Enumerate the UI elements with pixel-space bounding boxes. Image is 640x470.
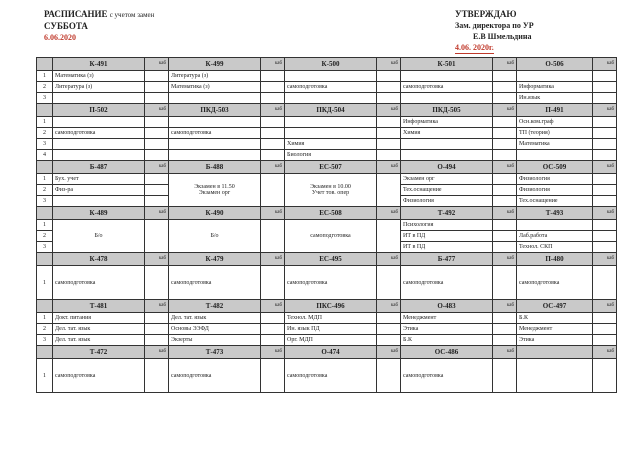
lesson-cell: Тех.оснащение: [517, 196, 593, 207]
cabinet-cell: [145, 128, 169, 139]
approver-name: Е.В Шмельдина: [473, 32, 532, 41]
lesson-cell: Технол. МДП: [285, 313, 377, 324]
cabinet-cell: [377, 313, 401, 324]
group-header-row: [37, 104, 617, 117]
cabinet-label: каб: [145, 300, 169, 313]
lesson-cell: [517, 220, 593, 231]
group-name: ОС-497: [517, 300, 593, 313]
cabinet-cell: [493, 93, 517, 104]
lesson-cell: самоподготовка: [285, 82, 377, 93]
doc-title: РАСПИСАНИЕ с учетом замен: [44, 9, 155, 19]
cabinet-cell: [493, 128, 517, 139]
lesson-cell: Экзамен орг: [401, 174, 493, 185]
lesson-cell: [401, 139, 493, 150]
lesson-number: 1: [37, 266, 53, 300]
lesson-number: 2: [37, 324, 53, 335]
lesson-row: [37, 82, 617, 93]
lesson-number: 1: [37, 117, 53, 128]
cabinet-cell: [593, 266, 617, 300]
cabinet-label: каб: [261, 207, 285, 220]
cabinet-cell: [493, 266, 517, 300]
group-name: Т-493: [517, 207, 593, 220]
group-name: К-478: [53, 253, 145, 266]
lesson-number: 1: [37, 174, 53, 185]
group-name: О-494: [401, 161, 493, 174]
cabinet-cell: [145, 93, 169, 104]
group-name: К-500: [285, 58, 377, 71]
merged-line: Экзамен в 11.50: [194, 184, 235, 190]
lesson-cell: Ин.язык: [517, 93, 593, 104]
lesson-cell: Б.К: [401, 335, 493, 346]
lesson-number: 2: [37, 128, 53, 139]
cabinet-cell: [377, 139, 401, 150]
lesson-number: 1: [37, 313, 53, 324]
group-name: Т-472: [53, 346, 145, 359]
lesson-cell: [401, 71, 493, 82]
lesson-cell: [285, 71, 377, 82]
cabinet-label: каб: [145, 253, 169, 266]
cabinet-cell: [145, 174, 169, 185]
corner-cell: [37, 346, 53, 359]
day-name: СУББОТА: [44, 21, 88, 31]
lesson-cell: Физ-ра: [53, 185, 145, 196]
lesson-cell: Математика: [517, 139, 593, 150]
lesson-number: 3: [37, 335, 53, 346]
cabinet-cell: [493, 359, 517, 393]
lesson-cell: [285, 128, 377, 139]
merged-line: Экзамен в 10.00: [310, 184, 351, 190]
lesson-number: 2: [37, 82, 53, 93]
group-name: К-501: [401, 58, 493, 71]
lesson-row: [37, 324, 617, 335]
lesson-cell: [169, 139, 261, 150]
lesson-number: 3: [37, 242, 53, 253]
cabinet-label: каб: [593, 300, 617, 313]
lesson-cell: самоподготовка: [517, 266, 593, 300]
lesson-row: [37, 139, 617, 150]
lesson-cell: [53, 117, 145, 128]
cabinet-cell: [493, 324, 517, 335]
lesson-cell: Математика (з): [169, 82, 261, 93]
lesson-cell: [517, 150, 593, 161]
cabinet-cell: [261, 324, 285, 335]
cabinet-label: каб: [145, 346, 169, 359]
cabinet-label: каб: [593, 253, 617, 266]
cabinet-cell: [145, 82, 169, 93]
cabinet-cell: [493, 150, 517, 161]
merged-line: Экзамен орг: [198, 190, 231, 196]
lesson-row: [37, 150, 617, 161]
lesson-number: 1: [37, 220, 53, 231]
lesson-row: [37, 359, 617, 393]
lesson-row: [37, 220, 617, 231]
lesson-row: [37, 71, 617, 82]
cabinet-label: каб: [493, 161, 517, 174]
group-name: Т-481: [53, 300, 145, 313]
cabinet-label: каб: [593, 58, 617, 71]
cabinet-cell: [493, 71, 517, 82]
cabinet-cell: [261, 266, 285, 300]
cabinet-label: каб: [593, 207, 617, 220]
lesson-cell: [53, 196, 145, 207]
lesson-row: [37, 93, 617, 104]
cabinet-cell: [593, 117, 617, 128]
lesson-cell: Ин. язык ПД: [285, 324, 377, 335]
group-name: ОС-509: [517, 161, 593, 174]
cabinet-label: каб: [145, 161, 169, 174]
cabinet-cell: [145, 313, 169, 324]
lesson-cell: Докт. питания: [53, 313, 145, 324]
header-left: [44, 9, 154, 43]
lesson-cell: самоподготовка: [53, 128, 145, 139]
cabinet-cell: [261, 71, 285, 82]
lesson-number: 2: [37, 231, 53, 242]
group-name: К-490: [169, 207, 261, 220]
merged-cell: Б/о: [53, 220, 145, 253]
lesson-cell: [169, 150, 261, 161]
merged-cell: Б/о: [169, 220, 261, 253]
cabinet-label: каб: [261, 104, 285, 117]
lesson-number: 3: [37, 93, 53, 104]
cabinet-cell: [261, 220, 285, 253]
lesson-cell: Дел. тат. язык: [169, 313, 261, 324]
lesson-cell: [401, 93, 493, 104]
cabinet-cell: [145, 71, 169, 82]
lesson-number: 1: [37, 359, 53, 393]
corner-cell: [37, 253, 53, 266]
cabinet-label: каб: [593, 346, 617, 359]
lesson-cell: Химия: [285, 139, 377, 150]
cabinet-label: каб: [261, 161, 285, 174]
cabinet-cell: [145, 266, 169, 300]
lesson-cell: самоподготовка: [169, 359, 261, 393]
group-name: П-480: [517, 253, 593, 266]
cabinet-cell: [377, 266, 401, 300]
cabinet-cell: [261, 313, 285, 324]
cabinet-cell: [593, 196, 617, 207]
cabinet-cell: [493, 231, 517, 242]
lesson-cell: Психология: [401, 220, 493, 231]
group-name: К-489: [53, 207, 145, 220]
group-name: Б-477: [401, 253, 493, 266]
lesson-cell: [53, 150, 145, 161]
lesson-row: [37, 335, 617, 346]
cabinet-cell: [593, 139, 617, 150]
lesson-cell: Менеджмент: [401, 313, 493, 324]
cabinet-label: каб: [261, 300, 285, 313]
cabinet-label: каб: [145, 207, 169, 220]
merged-cell: [285, 174, 377, 207]
cabinet-label: каб: [377, 346, 401, 359]
cabinet-label: каб: [493, 104, 517, 117]
lesson-number: 4: [37, 150, 53, 161]
group-header-row: [37, 346, 617, 359]
lesson-cell: Дел. тат. язык: [53, 324, 145, 335]
lesson-cell: Б.К: [517, 313, 593, 324]
cabinet-label: каб: [593, 161, 617, 174]
cabinet-label: каб: [493, 346, 517, 359]
cabinet-label: каб: [145, 58, 169, 71]
cabinet-label: каб: [261, 253, 285, 266]
group-name: ЕС-507: [285, 161, 377, 174]
lesson-cell: ТП (теория): [517, 128, 593, 139]
cabinet-cell: [493, 242, 517, 253]
cabinet-cell: [493, 313, 517, 324]
lesson-cell: Бух. учет: [53, 174, 145, 185]
group-header-row: [37, 253, 617, 266]
cabinet-label: каб: [493, 207, 517, 220]
lesson-cell: Осн.ком.граф: [517, 117, 593, 128]
lesson-cell: самоподготовка: [53, 266, 145, 300]
corner-cell: [37, 104, 53, 117]
cabinet-cell: [145, 359, 169, 393]
lesson-cell: [53, 139, 145, 150]
approval-block: [455, 9, 534, 54]
cabinet-cell: [593, 220, 617, 231]
lesson-cell: Этика: [401, 324, 493, 335]
cabinet-cell: [493, 174, 517, 185]
lesson-row: [37, 313, 617, 324]
schedule-table: [36, 57, 617, 393]
lesson-cell: самоподготовка: [169, 128, 261, 139]
lesson-cell: [517, 71, 593, 82]
lesson-cell: Информатика: [401, 117, 493, 128]
merged-cell: [169, 174, 261, 207]
lesson-cell: Физиология: [517, 174, 593, 185]
corner-cell: [37, 161, 53, 174]
lesson-cell: ИТ в ПД: [401, 242, 493, 253]
lesson-cell: [53, 93, 145, 104]
cabinet-cell: [261, 82, 285, 93]
lesson-cell: Основы ЭЭФД: [169, 324, 261, 335]
cabinet-cell: [261, 93, 285, 104]
group-header-row: [37, 161, 617, 174]
lesson-cell: самоподготовка: [53, 359, 145, 393]
cabinet-cell: [377, 82, 401, 93]
cabinet-cell: [145, 150, 169, 161]
lesson-number: 2: [37, 185, 53, 196]
group-name: О-474: [285, 346, 377, 359]
lesson-cell: самоподготовка: [169, 266, 261, 300]
cabinet-label: каб: [593, 104, 617, 117]
cabinet-cell: [593, 231, 617, 242]
lesson-cell: [285, 93, 377, 104]
cabinet-cell: [593, 174, 617, 185]
lesson-number: 3: [37, 196, 53, 207]
cabinet-cell: [377, 174, 401, 207]
corner-cell: [37, 58, 53, 71]
group-name: Б-487: [53, 161, 145, 174]
corner-cell: [37, 207, 53, 220]
lesson-cell: Орг. МДП: [285, 335, 377, 346]
group-header-row: [37, 300, 617, 313]
cabinet-cell: [145, 220, 169, 253]
group-header-row: [37, 207, 617, 220]
group-name: П-502: [53, 104, 145, 117]
lesson-cell: самоподготовка: [401, 359, 493, 393]
group-name: Т-473: [169, 346, 261, 359]
cabinet-cell: [261, 335, 285, 346]
lesson-cell: Математика (з): [53, 71, 145, 82]
group-name: П-491: [517, 104, 593, 117]
group-header-row: [37, 58, 617, 71]
lesson-cell: Физиология: [401, 196, 493, 207]
cabinet-cell: [377, 93, 401, 104]
cabinet-cell: [261, 359, 285, 393]
merged-line: Учет тов. опер: [311, 190, 350, 196]
cabinet-cell: [493, 220, 517, 231]
lesson-cell: Химия: [401, 128, 493, 139]
group-name: Т-492: [401, 207, 493, 220]
cabinet-label: каб: [377, 207, 401, 220]
group-name: О-483: [401, 300, 493, 313]
lesson-cell: самоподготовка: [285, 359, 377, 393]
lesson-number: 1: [37, 71, 53, 82]
schedule-date: 6.06.2020: [44, 33, 76, 42]
group-name: [517, 346, 593, 359]
cabinet-label: каб: [377, 300, 401, 313]
cabinet-cell: [145, 185, 169, 196]
cabinet-cell: [261, 150, 285, 161]
lesson-cell: Тех.оснащение: [401, 185, 493, 196]
lesson-row: [37, 266, 617, 300]
cabinet-cell: [593, 242, 617, 253]
merged-cell: самоподготовка: [285, 220, 377, 253]
cabinet-cell: [593, 313, 617, 324]
cabinet-cell: [145, 324, 169, 335]
lesson-cell: Литература (з): [53, 82, 145, 93]
approval-date: 4.06. 2020г.: [455, 43, 494, 52]
cabinet-cell: [493, 196, 517, 207]
cabinet-label: каб: [377, 58, 401, 71]
corner-cell: [37, 300, 53, 313]
group-name: ПКД-505: [401, 104, 493, 117]
group-name: ЕС-495: [285, 253, 377, 266]
lesson-cell: Информатика: [517, 82, 593, 93]
cabinet-cell: [377, 150, 401, 161]
cabinet-cell: [377, 71, 401, 82]
cabinet-label: каб: [493, 253, 517, 266]
group-name: ЕС-508: [285, 207, 377, 220]
lesson-cell: Лаб.работа: [517, 231, 593, 242]
cabinet-cell: [377, 220, 401, 253]
cabinet-cell: [593, 93, 617, 104]
cabinet-cell: [377, 359, 401, 393]
cabinet-cell: [261, 139, 285, 150]
group-name: К-491: [53, 58, 145, 71]
cabinet-cell: [261, 174, 285, 207]
lesson-row: [37, 117, 617, 128]
lesson-cell: [169, 117, 261, 128]
approver-position: Зам. директора по УР: [455, 21, 534, 30]
title-note: с учетом замен: [109, 11, 155, 19]
lesson-cell: [169, 93, 261, 104]
cabinet-cell: [493, 82, 517, 93]
group-name: Т-482: [169, 300, 261, 313]
cabinet-cell: [493, 335, 517, 346]
group-name: Б-488: [169, 161, 261, 174]
group-name: ПКД-504: [285, 104, 377, 117]
lesson-cell: самоподготовка: [401, 266, 493, 300]
lesson-row: [37, 174, 617, 185]
lesson-cell: Литература (з): [169, 71, 261, 82]
cabinet-cell: [493, 117, 517, 128]
lesson-cell: [517, 359, 593, 393]
cabinet-cell: [145, 335, 169, 346]
group-name: ПКС-496: [285, 300, 377, 313]
group-name: О-506: [517, 58, 593, 71]
cabinet-cell: [377, 128, 401, 139]
cabinet-cell: [493, 185, 517, 196]
lesson-cell: самоподготовка: [401, 82, 493, 93]
cabinet-label: каб: [493, 300, 517, 313]
cabinet-cell: [593, 324, 617, 335]
lesson-cell: самоподготовка: [285, 266, 377, 300]
lesson-number: 3: [37, 139, 53, 150]
cabinet-cell: [593, 185, 617, 196]
cabinet-cell: [593, 82, 617, 93]
group-name: ОС-486: [401, 346, 493, 359]
cabinet-label: каб: [261, 58, 285, 71]
cabinet-cell: [593, 150, 617, 161]
lesson-row: [37, 128, 617, 139]
cabinet-label: каб: [377, 161, 401, 174]
cabinet-cell: [261, 128, 285, 139]
cabinet-cell: [493, 139, 517, 150]
cabinet-cell: [377, 324, 401, 335]
cabinet-cell: [145, 196, 169, 207]
approve-label: УТВЕРЖДАЮ: [455, 9, 517, 19]
cabinet-cell: [377, 335, 401, 346]
lesson-cell: Физиология: [517, 185, 593, 196]
group-name: К-499: [169, 58, 261, 71]
group-name: ПКД-503: [169, 104, 261, 117]
lesson-cell: [401, 150, 493, 161]
cabinet-cell: [377, 117, 401, 128]
cabinet-label: каб: [145, 104, 169, 117]
lesson-cell: Экзерты: [169, 335, 261, 346]
lesson-cell: Биология: [285, 150, 377, 161]
cabinet-cell: [593, 71, 617, 82]
cabinet-cell: [593, 128, 617, 139]
lesson-cell: ИТ в ПД: [401, 231, 493, 242]
cabinet-label: каб: [261, 346, 285, 359]
cabinet-label: каб: [377, 104, 401, 117]
lesson-cell: Этика: [517, 335, 593, 346]
cabinet-cell: [261, 117, 285, 128]
cabinet-label: каб: [493, 58, 517, 71]
cabinet-cell: [593, 335, 617, 346]
group-name: К-479: [169, 253, 261, 266]
lesson-cell: Технол. СКП: [517, 242, 593, 253]
lesson-cell: Дел. тат. язык: [53, 335, 145, 346]
cabinet-cell: [145, 117, 169, 128]
lesson-cell: [285, 117, 377, 128]
cabinet-label: каб: [377, 253, 401, 266]
lesson-cell: Менеджмент: [517, 324, 593, 335]
cabinet-cell: [145, 139, 169, 150]
cabinet-cell: [593, 359, 617, 393]
